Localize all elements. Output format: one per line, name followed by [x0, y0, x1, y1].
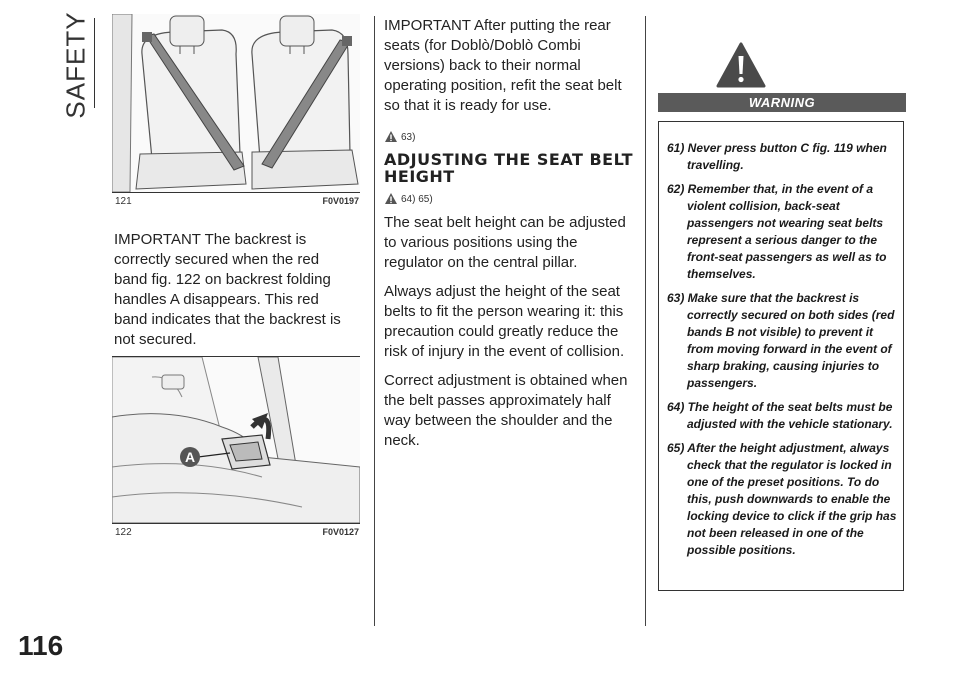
important-note-rear-seats: IMPORTANT After putting the rear seats (for Doblò/Doblò Combi versions) back to their normal operating position, refit the seat belt so that it is ready for use. [384, 17, 622, 114]
warning-item: 64) The height of the seat belts must be adjusted with the vehicle stationary. [667, 400, 893, 431]
paragraph: The seat belt height can be adjusted to various positions using the regulator on the central pillar. [384, 214, 626, 271]
warning-box [658, 121, 904, 591]
figure-number: 122 [115, 527, 132, 538]
important-note-backrest: IMPORTANT The backrest is correctly secured when the red band fig. 122 on backrest folding handles A disappears. This red band indicates that the backrest is not secured. [114, 231, 341, 348]
reference-numbers: 64) 65) [401, 194, 433, 205]
warning-reference [384, 125, 634, 143]
warning-item: 61) Never press button C fig. 119 when travelling. [667, 141, 887, 172]
figure-121 [112, 14, 360, 209]
warning-triangle-icon [716, 42, 766, 88]
reference-numbers: 63) [401, 132, 416, 143]
figure-121-caption [112, 192, 360, 209]
warning-reference [384, 187, 634, 205]
section-label [56, 11, 96, 119]
column-divider [374, 16, 375, 626]
small-warning-icon [384, 192, 398, 205]
figure-122 [112, 356, 360, 540]
column-2 [384, 16, 634, 460]
section-heading: ADJUSTING THE SEAT BELT HEIGHT [384, 150, 634, 186]
callout-label: A [184, 449, 196, 465]
paragraph: Always adjust the height of the seat belts to fit the person wearing it: this precaution could greatly reduce the risk of injury in the event of collision. [384, 283, 625, 360]
warning-item: 63) Make sure that the backrest is correctly secured on both sides (red bands B not visible) to prevent it from moving forward in the event of sharp braking, causing injuries to passengers. [667, 291, 895, 390]
column-divider [645, 16, 646, 626]
page-number: 116 [18, 630, 64, 661]
warning-item: 62) Remember that, in the event of a violent collision, back-seat passengers not wearing seat belts represent a serious danger to the front-seat passengers as well as to themselves. [667, 182, 887, 281]
small-warning-icon [384, 130, 398, 143]
paragraph: Correct adjustment is obtained when the belt passes approximately half way between the shoulder and the neck. [384, 372, 628, 449]
figure-122-caption [112, 523, 360, 540]
figure-code: F0V0197 [322, 196, 359, 206]
rail-divider [94, 18, 95, 108]
figure-number: 121 [115, 196, 132, 207]
section-label-text: SAFETY [60, 11, 91, 119]
warning-item: 65) After the height adjustment, always check that the regulator is locked in one of the preset positions. To do this, push downwards to enable the locking device to click if the grip has not been released in one of the possible positions. [667, 441, 897, 557]
warning-title: WARNING [658, 93, 906, 112]
figure-121-illustration [112, 14, 360, 192]
figure-code: F0V0127 [322, 527, 359, 537]
figure-122-illustration [112, 356, 360, 523]
